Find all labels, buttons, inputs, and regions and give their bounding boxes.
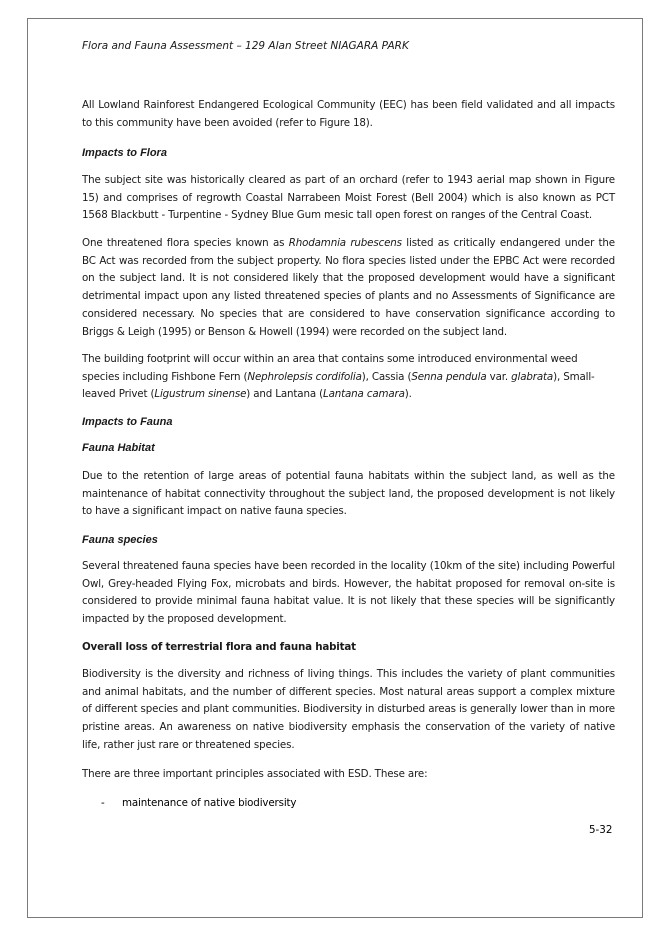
species-name: glabrata — [511, 370, 554, 383]
paragraph-threatened-flora — [82, 235, 615, 341]
paragraph-site-history: The subject site was historically cleared as part of an orchard (refer to 1943 aerial map shown in Figure 15) and comprises of regrowth Coastal Narrabeen Moist Forest (Bell 2004) which is also known as PCT 1568 Blackbutt - Turpentine - Sydney Blue Gum mesic tall open forest on ranges of the Central Coast. — [82, 174, 615, 222]
heading-fauna-species: Fauna species — [82, 534, 158, 546]
paragraph-weed-species — [82, 351, 615, 404]
text-segment: ) and Lantana ( — [246, 388, 323, 401]
species-name: Rhodamnia rubescens — [288, 237, 402, 249]
bullet-dash: - — [101, 797, 105, 809]
text-segment: The building footprint will occur within an area that contains some introduced environmental weed species including Fishbone Fern ( — [82, 353, 578, 383]
text-segment: var. — [486, 370, 512, 383]
heading-fauna-habitat: Fauna Habitat — [82, 442, 155, 454]
heading-overall-loss: Overall loss of terrestrial flora and fauna habitat — [82, 641, 356, 653]
heading-impacts-to-fauna: Impacts to Fauna — [82, 416, 173, 428]
text-segment: ), Small-leaved Privet ( — [82, 370, 595, 401]
text-segment: One threatened flora species known as — [82, 237, 289, 249]
paragraph-fauna-habitat: Due to the retention of large areas of potential fauna habitats within the subject land, as well as the maintenance of habitat connectivity throughout the subject land, the proposed development is not likely to have a significant impact on native fauna species. — [82, 470, 615, 518]
text-segment: ), Cassia ( — [361, 370, 412, 383]
bullet-item-biodiversity: maintenance of native biodiversity — [122, 797, 297, 809]
paragraph-esd-principles: There are three important principles associated with ESD. These are: — [82, 768, 428, 780]
species-name: Lantana camara — [323, 388, 405, 401]
paragraph-eec: All Lowland Rainforest Endangered Ecological Community (EEC) has been field validated and all impacts to this community have been avoided (refer to Figure 18). — [82, 99, 615, 129]
species-name: Ligustrum sinense — [154, 388, 247, 401]
paragraph-fauna-species: Several threatened fauna species have been recorded in the locality (10km of the site) including Powerful Owl, Grey-headed Flying Fox, microbats and birds. However, the habitat proposed for removal on-site is considered to provide minimal fauna habitat value. It is not likely that these species will be significantly impacted by the proposed development. — [82, 560, 615, 626]
text-segment: listed as critically endangered under the BC Act was recorded from the subject property. No flora species listed under the EPBC Act were recorded on the subject land. It is not considered likely that the proposed development would have a significant detrimental impact upon any listed threatened species of plants and no Assessments of Significance are considered necessary. No species that are considered to have conservation significance according to Briggs & Leigh (1995) or Benson & Howell (1994) were recorded on the subject land. — [82, 237, 615, 338]
paragraph-biodiversity: Biodiversity is the diversity and richness of living things. This includes the variety of plant communities and animal habitats, and the number of different species. Most natural areas support a complex mixture of different species and plant communities. Biodiversity in disturbed areas is generally lower than in more pristine areas. An awareness on native biodiversity emphasis the conservation of the variety of native life, rather just rare or threatened species. — [82, 668, 615, 751]
heading-impacts-to-flora: Impacts to Flora — [82, 147, 167, 159]
species-name: Nephrolepsis cordifolia — [247, 370, 362, 383]
species-name: Senna pendula — [411, 370, 487, 383]
page-number: 5-32 — [589, 824, 613, 836]
page-header: Flora and Fauna Assessment – 129 Alan Street NIAGARA PARK — [82, 40, 409, 52]
text-segment: ). — [404, 388, 412, 401]
